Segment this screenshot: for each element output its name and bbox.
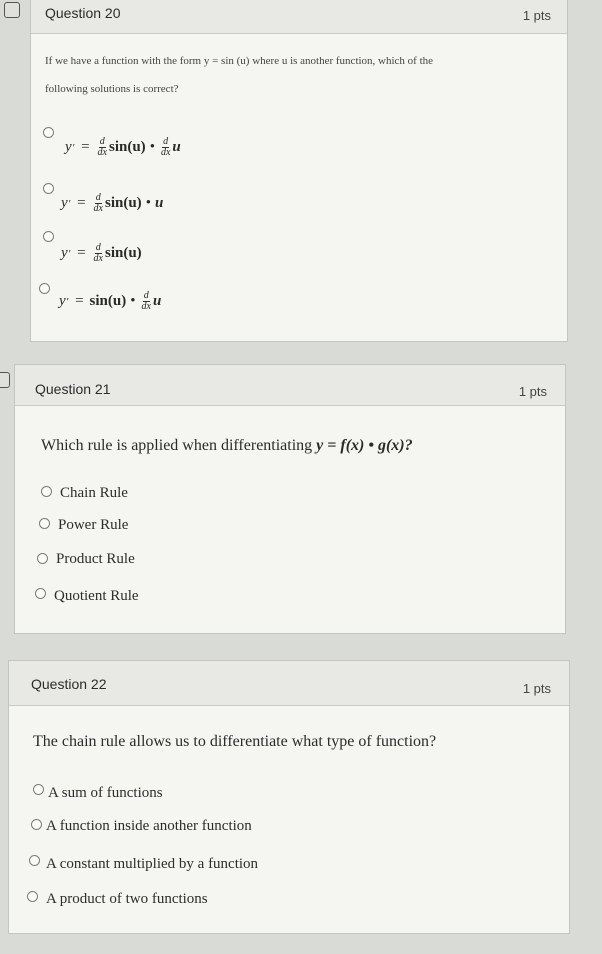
question-22-option-2-radio[interactable] [31,819,42,830]
question-21-points: 1 pts [518,384,547,399]
question-20-option-3[interactable] [61,243,142,264]
math-equals: = [77,245,86,261]
math-y: y [65,139,72,155]
math-y: y [59,293,66,309]
question-22-prompt: The chain rule allows us to differentiate what type of function? [33,733,437,750]
math-u: u [152,293,162,309]
math-prime: ′ [66,295,70,308]
question-22-title: Question 22 [31,676,107,692]
math-prime: ′ [68,247,72,260]
math-sin-u: sin(u) [105,195,142,211]
question-21-option-2-radio[interactable] [39,518,50,529]
frac-num: d [143,290,149,301]
question-20-option-1-radio[interactable] [43,127,54,138]
math-derivative [94,243,103,264]
frac-den: dx [97,147,107,158]
question-20-option-2[interactable] [61,193,163,214]
question-20-prompt-line2: following solutions is correct? [45,83,179,95]
question-20-points: 1 pts [522,8,551,23]
question-20-title: Question 20 [45,5,121,21]
math-u: u [172,139,181,155]
question-21-prompt [41,437,413,455]
question-21-prompt-math: y = f(x) • g(x)? [316,437,413,454]
question-22-option-1-radio[interactable] [33,784,44,795]
question-22-option-1[interactable]: A sum of functions [48,785,163,801]
frac-den: dx [141,301,151,312]
math-prime: ′ [72,141,76,154]
frac-den: dx [93,203,103,214]
math-sin-u: sin(u) [105,245,142,261]
question-22-option-3-radio[interactable] [29,855,40,866]
question-20-flag-icon[interactable] [4,2,20,18]
question-21-title: Question 21 [35,381,111,397]
math-dot: • [130,293,136,309]
math-equals: = [75,293,84,309]
math-y: y [61,195,68,211]
math-equals: = [81,139,90,155]
math-sin-u: sin(u) [89,293,127,309]
math-dot: • [149,139,155,155]
frac-num: d [95,192,101,203]
math-prime: ′ [68,197,72,210]
question-22-option-2[interactable]: A function inside another function [46,818,252,834]
question-20-option-1[interactable] [65,137,181,158]
frac-num: d [99,136,105,147]
question-20-option-4-radio[interactable] [39,283,50,294]
math-derivative [94,193,103,214]
question-20-option-4[interactable] [59,291,161,312]
frac-den: dx [93,253,103,264]
math-u: u [154,195,164,211]
math-derivative-2 [161,137,170,158]
question-21-flag-icon[interactable] [0,372,10,388]
question-21-card [14,364,566,634]
frac-num: d [163,136,169,147]
question-20-prompt [45,47,560,103]
question-22-option-3[interactable]: A constant multiplied by a function [46,856,259,872]
question-21-prompt-text: Which rule is applied when differentiating [41,437,317,454]
frac-num: d [95,242,101,253]
question-21-option-1-radio[interactable] [41,486,52,497]
question-21-option-4-radio[interactable] [35,588,46,599]
question-21-option-2[interactable]: Power Rule [58,517,129,533]
question-20-prompt-line1: If we have a function with the form y = sin (u) where u is another function, which of the [45,55,434,67]
question-20-option-3-radio[interactable] [43,231,54,242]
math-derivative-2 [142,291,151,312]
question-21-option-4[interactable]: Quotient Rule [54,588,139,604]
question-22-card [8,660,570,934]
math-y: y [61,245,68,261]
math-dot: • [145,195,151,211]
question-22-points: 1 pts [522,681,551,696]
question-22-option-4[interactable]: A product of two functions [46,891,208,907]
frac-den: dx [160,147,171,158]
math-equals: = [77,195,86,211]
math-sin-u: sin(u) [109,139,146,155]
question-21-option-3[interactable]: Product Rule [56,551,135,567]
question-21-option-3-radio[interactable] [37,553,48,564]
question-22-option-4-radio[interactable] [27,891,38,902]
question-21-option-1[interactable]: Chain Rule [60,485,128,501]
question-20-option-2-radio[interactable] [43,183,54,194]
math-derivative [98,137,107,158]
question-20-card [30,0,568,342]
